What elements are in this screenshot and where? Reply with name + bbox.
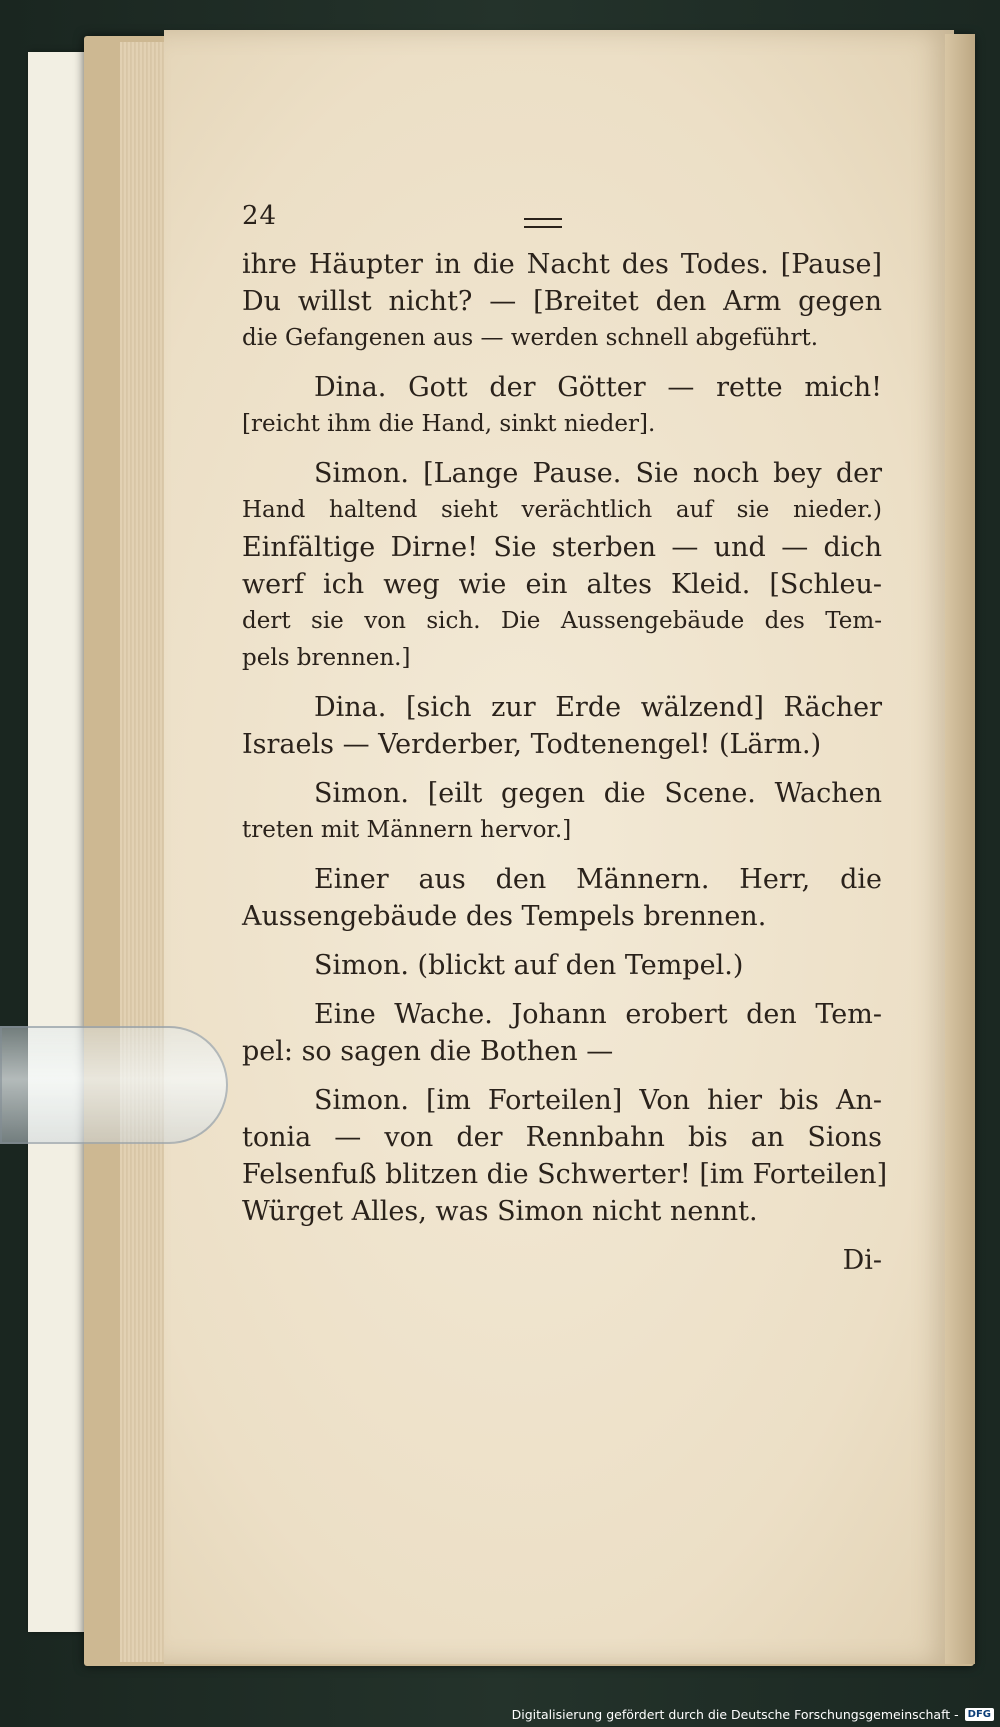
text-line: tonia — von der Rennbahn bis an Sions	[242, 1122, 882, 1153]
text-line: Einfältige Dirne! Sie sterben — und — dich	[242, 532, 882, 563]
glass-page-weight	[0, 1026, 228, 1144]
text-line: Israels — Verderber, Todtenengel! (Lärm.)	[242, 729, 822, 760]
text-line: werf ich weg wie ein altes Kleid. [Schleu-	[242, 569, 882, 600]
text-line: Dina. Gott der Götter — rette mich!	[314, 372, 882, 403]
text-line: Dina. [sich zur Erde wälzend] Rächer	[314, 692, 882, 723]
text-line: Aussengebäude des Tempels brennen.	[242, 901, 767, 932]
header-ornament-rule	[524, 218, 562, 228]
text-line: Simon. [im Forteilen] Von hier bis An-	[314, 1085, 882, 1116]
text-line: die Gefangenen aus — werden schnell abgeführt.	[242, 325, 819, 351]
credit-text: Digitalisierung gefördert durch die Deutsche Forschungsgemeinschaft -	[511, 1706, 959, 1722]
text-line: Simon. [Lange Pause. Sie noch bey der	[314, 458, 882, 489]
text-line: dert sie von sich. Die Aussengebäude des Tem-	[242, 608, 882, 634]
text-line: [reicht ihm die Hand, sinkt nieder].	[242, 411, 656, 437]
text-line: Hand haltend sieht verächtlich auf sie nieder.)	[242, 497, 882, 523]
dfg-logo: DFG	[965, 1708, 994, 1721]
digitization-credit	[512, 1703, 994, 1725]
page-number: 24	[242, 201, 278, 231]
text-line: pels brennen.]	[242, 645, 411, 671]
text-line: Felsenfuß blitzen die Schwerter! [im Forteilen]	[242, 1159, 888, 1190]
text-line: Eine Wache. Johann erobert den Tem-	[314, 999, 882, 1030]
text-line: treten mit Männern hervor.]	[242, 817, 572, 843]
text-lines	[242, 246, 888, 1230]
text-line: ihre Häupter in die Nacht des Todes. [Pause]	[242, 249, 882, 280]
catchword: Di-	[842, 1245, 882, 1276]
text-line: Einer aus den Männern. Herr, die	[314, 864, 882, 895]
page-header	[242, 198, 882, 246]
text-line: Simon. (blickt auf den Tempel.)	[314, 950, 744, 981]
text-line: Würget Alles, was Simon nicht nennt.	[242, 1196, 758, 1227]
text-line: Du willst nicht? — [Breitet den Arm gegen	[242, 286, 882, 317]
text-line: Simon. [eilt gegen die Scene. Wachen	[314, 778, 882, 809]
page-text	[242, 198, 888, 1279]
page-gutter-shadow	[945, 34, 975, 1664]
text-line: pel: so sagen die Bothen —	[242, 1036, 614, 1067]
